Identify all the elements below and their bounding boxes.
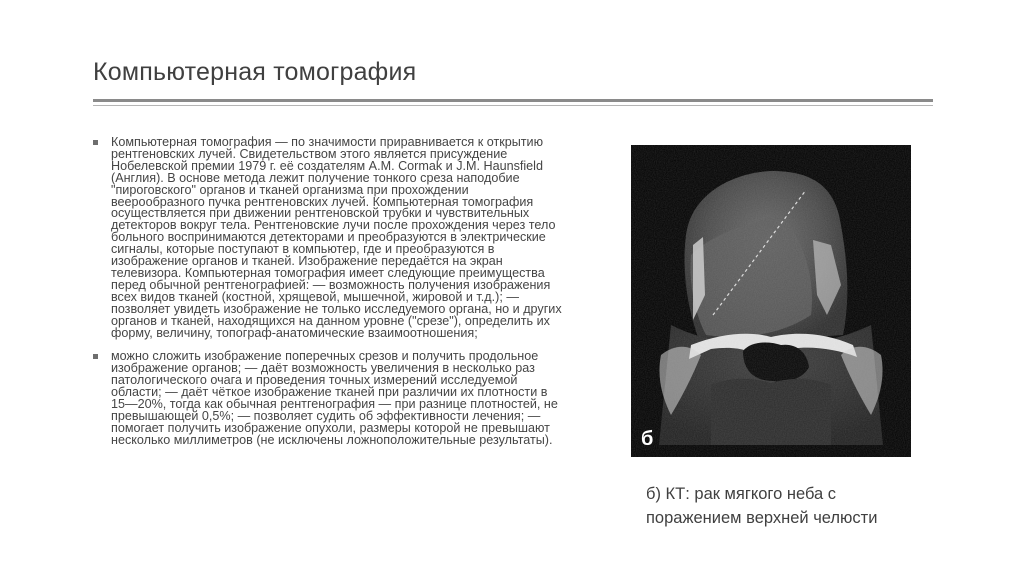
ct-anatomy <box>631 145 911 457</box>
title-divider-thin <box>93 105 933 106</box>
slide-title: Компьютерная томография <box>93 58 417 86</box>
bullet-list <box>93 137 563 447</box>
title-divider-thick <box>93 99 933 102</box>
ct-panel-label: б <box>641 428 654 450</box>
bullet-square-icon <box>93 354 98 359</box>
bullet-item <box>93 137 563 339</box>
image-caption: б) КТ: рак мягкого неба с поражением верхней челюсти <box>646 485 878 527</box>
bullet-square-icon <box>93 140 98 145</box>
bullet-item <box>93 351 563 446</box>
bullet-text: можно сложить изображение поперечных срезов и получить продольное изображение органов; — даёт возможность увеличения в несколько раз патологического очага и проведения точных измерений исследуемой области; — даёт чёткое изображение тканей при различии их плотности в 15—20%, тогда как обычная рентгенография — при разнице плотностей, не превышающей 0,5%; — позволяет судить об эффективности лечения; — помогает получить изображение опухоли, размеры которой не превышают несколько миллиметров (не исключены ложноположительные результаты). <box>111 349 558 447</box>
ct-scan-image <box>631 145 911 457</box>
bullet-text: Компьютерная томография — по значимости приравнивается к открытию рентгеновских лучей. Свидетельством этого является присуждение Нобелевской премии 1979 г. её создателям A.M. Cormak и J.M. Haunsfield (Англия). В основе метода лежит получение тонкого среза наподобие "пироговского" органов и тканей организма при прохождении веерообразного пучка рентгеновских лучей. Компьютерная томография осуществляется при движении рентгеновской трубки и чувствительных детекторов вокруг тела. Рентгеновские лучи после прохождения через тело больного воспринимаются детекторами и преобразуются в электрические сигналы, которые поступают в компьютер, где и преобразуются в изображение органов и тканей. Изображение передаётся на экран телевизора. Компьютерная томография имеет следующие преимущества перед обычной рентгенографией: — возможность получения изображения всех видов тканей (костной, хрящевой, мышечной, жировой и т.д.); — позволяет увидеть изображение не только исследуемого органа, но и других органов и тканей, находящихся на данном уровне ("срезе"), определить их форму, величину, топограф-анатомические взаимоотношения; <box>111 135 562 340</box>
